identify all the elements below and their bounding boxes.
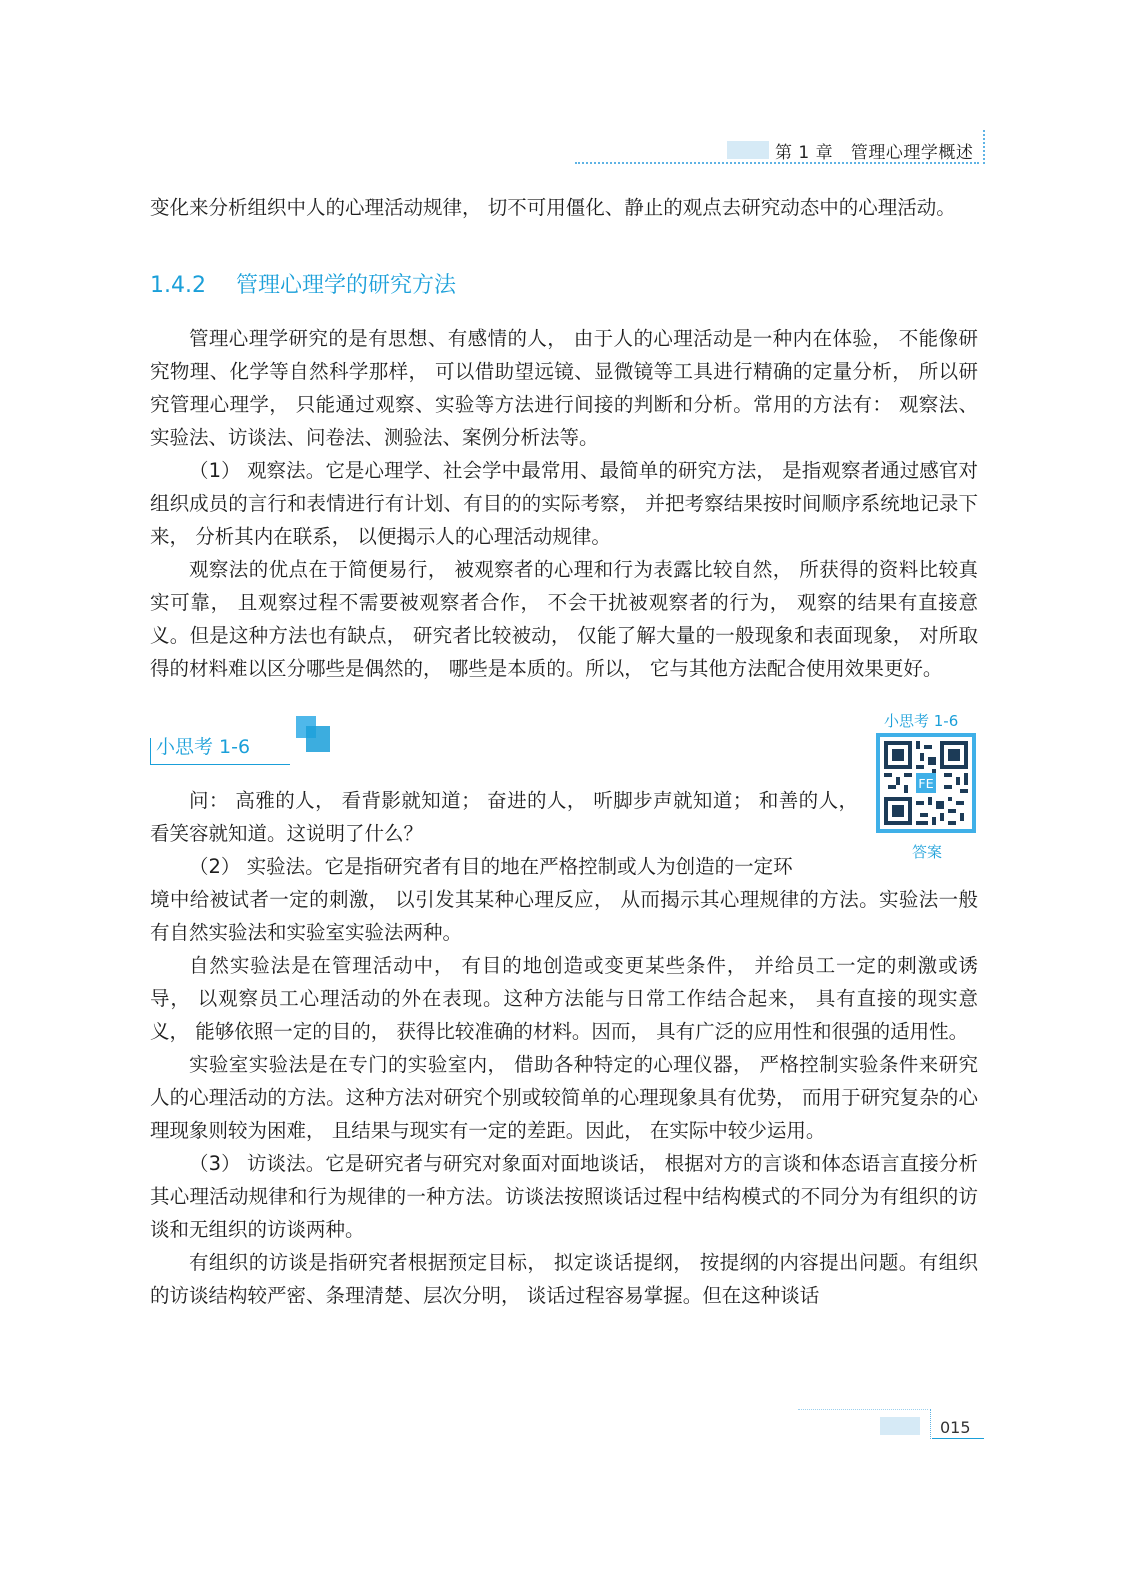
- paragraph: （2） 实验法。它是指研究者有目的地在严格控制或人为创造的一定环: [189, 855, 793, 878]
- paragraph: （1） 观察法。它是心理学、社会学中最常用、最简单的研究方法， 是指观察者通过感官对组织成员的言行和表情进行有计划、有目的的实际考察， 并把考察结果按时间顺序系统地记录下来， 分析其内在联系， 以便揭示人的心理活动规律。: [150, 459, 978, 548]
- think-box-rule: [150, 738, 151, 765]
- think-question-block: [150, 784, 858, 883]
- paragraph: 自然实验法是在管理活动中， 有目的地创造或变更某些条件， 并给员工一定的刺激或诱导， 以观察员工心理活动的外在表现。这种方法能与日常工作结合起来， 具有直接的现实意义， 能够依照一定的目的， 获得比较准确的材料。因而， 具有广泛的应用性和很强的适用性。: [150, 954, 978, 1043]
- body-block-a: [150, 322, 978, 685]
- chapter-title: 管理心理学概述: [850, 143, 974, 163]
- page-footer: [798, 1405, 984, 1441]
- think-box-label: 小思考 1-6: [156, 736, 251, 758]
- think-box: [150, 712, 340, 772]
- footer-rule-vertical: [930, 1409, 931, 1439]
- qr-code[interactable]: [876, 733, 976, 833]
- paragraph: 境中给被试者一定的刺激， 以引发其某种心理反应， 从而揭示其心理规律的方法。实验法一般有自然实验法和实验室实验法两种。: [150, 888, 978, 944]
- paragraph: 有组织的访谈是指研究者根据预定目标， 拟定谈话提纲， 按提纲的内容提出问题。有组织的访谈结构较严密、条理清楚、层次分明， 谈话过程容易掌握。但在这种谈话: [150, 1251, 978, 1307]
- footer-rule: [798, 1409, 928, 1410]
- section-title: 管理心理学的研究方法: [235, 273, 456, 298]
- body-block-b: [150, 883, 978, 1312]
- paragraph: （3） 访谈法。它是研究者与研究对象面对面地谈话， 根据对方的言谈和体态语言直接分析其心理活动规律和行为规律的一种方法。访谈法按照谈话过程中结构模式的不同分为有组织的访谈和无组织的访谈两种。: [150, 1152, 978, 1241]
- paragraph: 变化来分析组织中人的心理活动规律， 切不可用僵化、静止的观点去研究动态中的心理活动。: [150, 196, 956, 219]
- header-rule-vertical: [983, 130, 985, 164]
- header-text: [775, 138, 973, 163]
- footer-decoration: [880, 1417, 920, 1435]
- header-rule: [575, 162, 979, 164]
- running-header: [575, 128, 985, 164]
- paragraph: 实验室实验法是在专门的实验室内， 借助各种特定的心理仪器， 严格控制实验条件来研究人的心理活动的方法。这种方法对研究个别或较简单的心理现象具有优势， 而用于研究复杂的心理现象则较为困难， 且结果与现实有一定的差距。因此， 在实际中较少运用。: [150, 1053, 978, 1142]
- svg-text:FE: FE: [918, 777, 934, 793]
- chapter-number: 第 1 章: [775, 143, 834, 163]
- page-number: 015: [940, 1418, 971, 1437]
- paragraph: 观察法的优点在于简便易行， 被观察者的心理和行为表露比较自然， 所获得的资料比较真实可靠， 且观察过程不需要被观察者合作， 不会干扰被观察者的行为， 观察的结果有直接意义。但是这种方法也有缺点， 研究者比较被动， 仅能了解大量的一般现象和表面现象， 对所取得的材料难以区分哪些是偶然的， 哪些是本质的。所以， 它与其他方法配合使用效果更好。: [150, 558, 978, 680]
- think-box-rule: [150, 764, 290, 765]
- qr-caption: 答案: [912, 843, 943, 861]
- section-number: 1.4.2: [150, 273, 206, 298]
- qr-code-icon: [880, 737, 972, 829]
- decorative-square: [306, 726, 330, 752]
- paragraph: 问： 高雅的人， 看背影就知道； 奋进的人， 听脚步声就知道； 和善的人， 看笑容就知道。这说明了什么？: [150, 789, 858, 845]
- section-heading: [150, 268, 456, 299]
- intro-block: [150, 191, 978, 224]
- header-decoration: [727, 141, 769, 159]
- footer-underline: [932, 1438, 984, 1439]
- qr-label: 小思考 1-6: [884, 712, 959, 730]
- paragraph: 管理心理学研究的是有思想、有感情的人， 由于人的心理活动是一种内在体验， 不能像研究物理、化学等自然科学那样， 可以借助望远镜、显微镜等工具进行精确的定量分析， 所以研究管理心理学， 只能通过观察、实验等方法进行间接的判断和分析。常用的方法有： 观察法、实验法、访谈法、问卷法、测验法、案例分析法等。: [150, 327, 978, 449]
